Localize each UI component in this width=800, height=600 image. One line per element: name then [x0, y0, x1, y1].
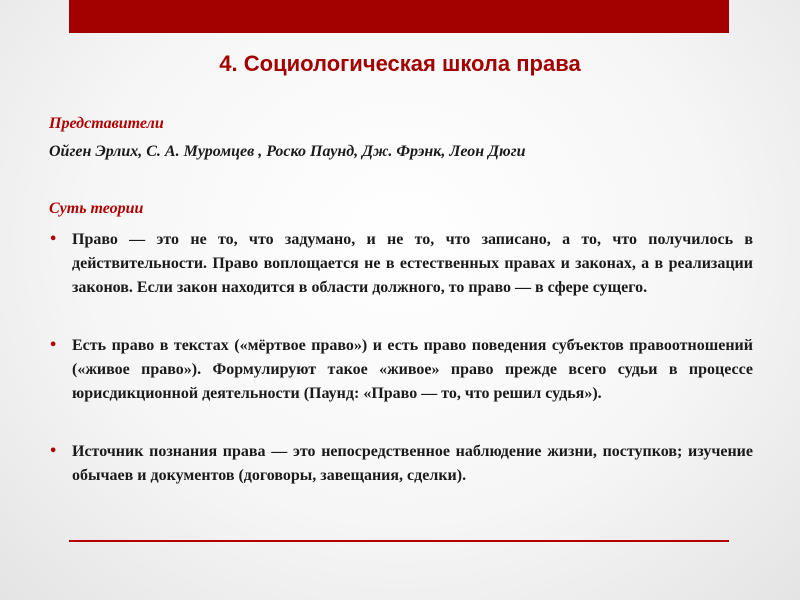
bullet-icon: •: [49, 338, 58, 353]
theory-label: Суть теории: [49, 200, 144, 217]
theory-bullet-list: [49, 228, 753, 522]
representatives-label: Представители: [49, 115, 164, 132]
list-item: [49, 334, 753, 406]
slide-title: 4. Социологическая школа права: [219, 51, 581, 76]
list-item: [49, 228, 753, 300]
list-item: [49, 440, 753, 488]
representatives-text: Ойген Эрлих, С. А. Муромцев , Роско Паунд, Дж. Фрэнк, Леон Дюги: [49, 143, 526, 160]
bullet-text: Источник познания права — это непосредственное наблюдение жизни, поступков; изучение обычаев и документов (договоры, завещания, сделки).: [72, 443, 753, 484]
bullet-icon: •: [49, 444, 58, 459]
bullet-icon: •: [49, 232, 58, 247]
top-accent-bar: [69, 0, 729, 33]
bottom-divider: [69, 540, 729, 542]
bullet-text: Есть право в текстах («мёртвое право») и есть право поведения субъектов правоотношений («живое право»). Формулируют такое «живое» право прежде всего судьи в процессе юрисдикционной деятельности (Паунд: «Право — то, что решил судья»).: [72, 337, 753, 402]
bullet-text: Право — это не то, что задумано, и не то, что записано, а то, что получилось в действительности. Право воплощается не в естественных правах и законах, а в реализации законов. Если закон находится в области должного, то право — в сфере сущего.: [72, 231, 753, 296]
